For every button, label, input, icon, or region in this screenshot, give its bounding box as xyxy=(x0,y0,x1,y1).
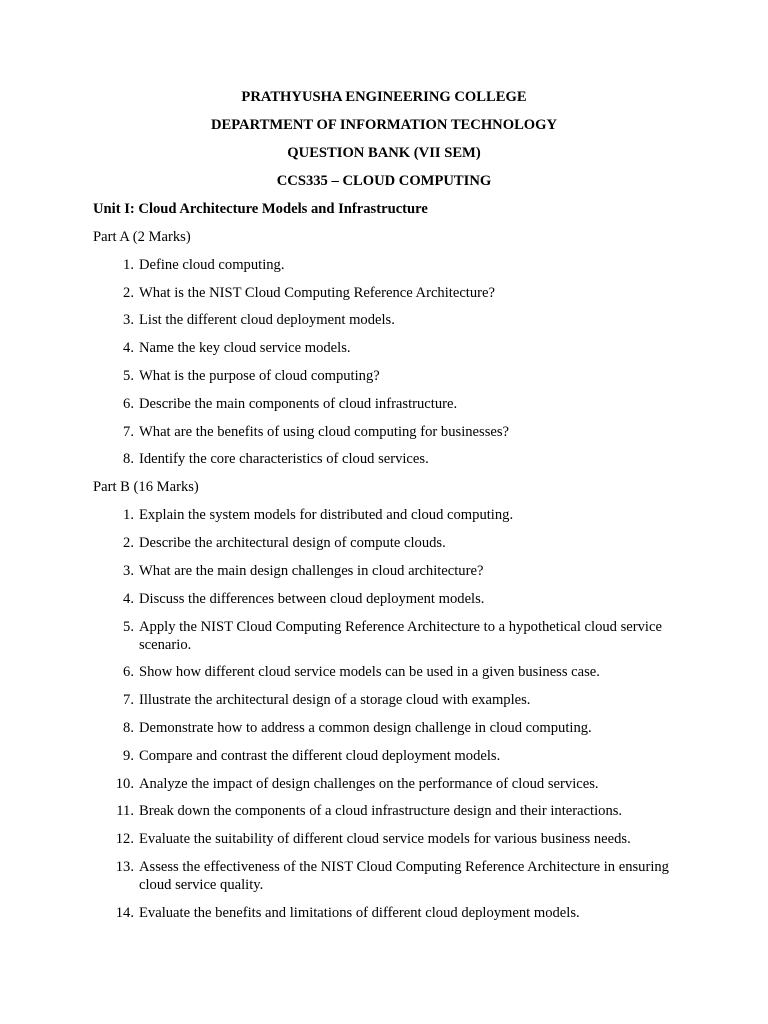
question-number: 10. xyxy=(115,776,134,792)
question-text: Demonstrate how to address a common design challenge in cloud computing. xyxy=(139,720,592,736)
question-text: Describe the main components of cloud infrastructure. xyxy=(139,396,458,412)
college-name: PRATHYUSHA ENGINEERING COLLEGE xyxy=(241,89,527,105)
question-number: 3. xyxy=(123,312,134,328)
question-text: Compare and contrast the different cloud deployment models. xyxy=(139,748,501,764)
question-text: Evaluate the benefits and limitations of different cloud deployment models. xyxy=(139,905,580,921)
question-number: 9. xyxy=(123,748,134,764)
question-number: 4. xyxy=(123,340,134,356)
question-text: Name the key cloud service models. xyxy=(139,340,351,356)
question-number: 14. xyxy=(115,905,134,921)
question-text: Define cloud computing. xyxy=(139,257,285,273)
question-number: 4. xyxy=(123,591,134,607)
question-number: 8. xyxy=(123,720,134,736)
question-text: Describe the architectural design of compute clouds. xyxy=(139,535,446,551)
question-number: 3. xyxy=(123,563,134,579)
question-text: Apply the NIST Cloud Computing Reference Architecture to a hypothetical cloud service scenario. xyxy=(139,619,662,653)
question-number: 2. xyxy=(123,535,134,551)
question-text: List the different cloud deployment models. xyxy=(139,312,395,328)
question-text: What is the NIST Cloud Computing Reference Architecture? xyxy=(139,285,495,301)
question-text: Assess the effectiveness of the NIST Cloud Computing Reference Architecture in ensuring cloud service quality. xyxy=(139,859,669,893)
question-text: What are the main design challenges in cloud architecture? xyxy=(139,563,484,579)
unit-title: Unit I: Cloud Architecture Models and Infrastructure xyxy=(93,201,428,217)
question-text: Illustrate the architectural design of a storage cloud with examples. xyxy=(139,692,531,708)
question-text: What are the benefits of using cloud computing for businesses? xyxy=(139,424,510,440)
question-number: 1. xyxy=(123,257,134,273)
question-bank-title: QUESTION BANK (VII SEM) xyxy=(287,145,481,161)
department-name: DEPARTMENT OF INFORMATION TECHNOLOGY xyxy=(210,117,558,133)
question-text: Evaluate the suitability of different cloud service models for various business needs. xyxy=(139,831,631,847)
question-number: 8. xyxy=(123,451,134,467)
question-number: 12. xyxy=(115,831,134,847)
question-text: Discuss the differences between cloud deployment models. xyxy=(139,591,485,607)
question-text: Identify the core characteristics of cloud services. xyxy=(139,451,429,467)
question-number: 6. xyxy=(123,664,134,680)
question-text: Analyze the impact of design challenges on the performance of cloud services. xyxy=(139,776,599,792)
question-number: 7. xyxy=(123,692,134,708)
question-text: What is the purpose of cloud computing? xyxy=(139,368,380,384)
question-text: Break down the components of a cloud infrastructure design and their interactions. xyxy=(139,803,623,819)
question-number: 7. xyxy=(123,424,134,440)
question-number: 2. xyxy=(123,285,134,301)
question-text: Explain the system models for distributed and cloud computing. xyxy=(139,507,514,523)
question-number: 13. xyxy=(115,859,134,875)
part-b-title: Part B (16 Marks) xyxy=(93,479,199,495)
part-a-title: Part A (2 Marks) xyxy=(93,229,191,245)
question-number: 6. xyxy=(123,396,134,412)
question-number: 5. xyxy=(123,368,134,384)
question-number: 5. xyxy=(123,619,134,635)
question-number: 1. xyxy=(123,507,134,523)
course-title: CCS335 – CLOUD COMPUTING xyxy=(276,173,492,189)
question-text: Show how different cloud service models can be used in a given business case. xyxy=(139,664,600,680)
question-number: 11. xyxy=(116,803,134,819)
